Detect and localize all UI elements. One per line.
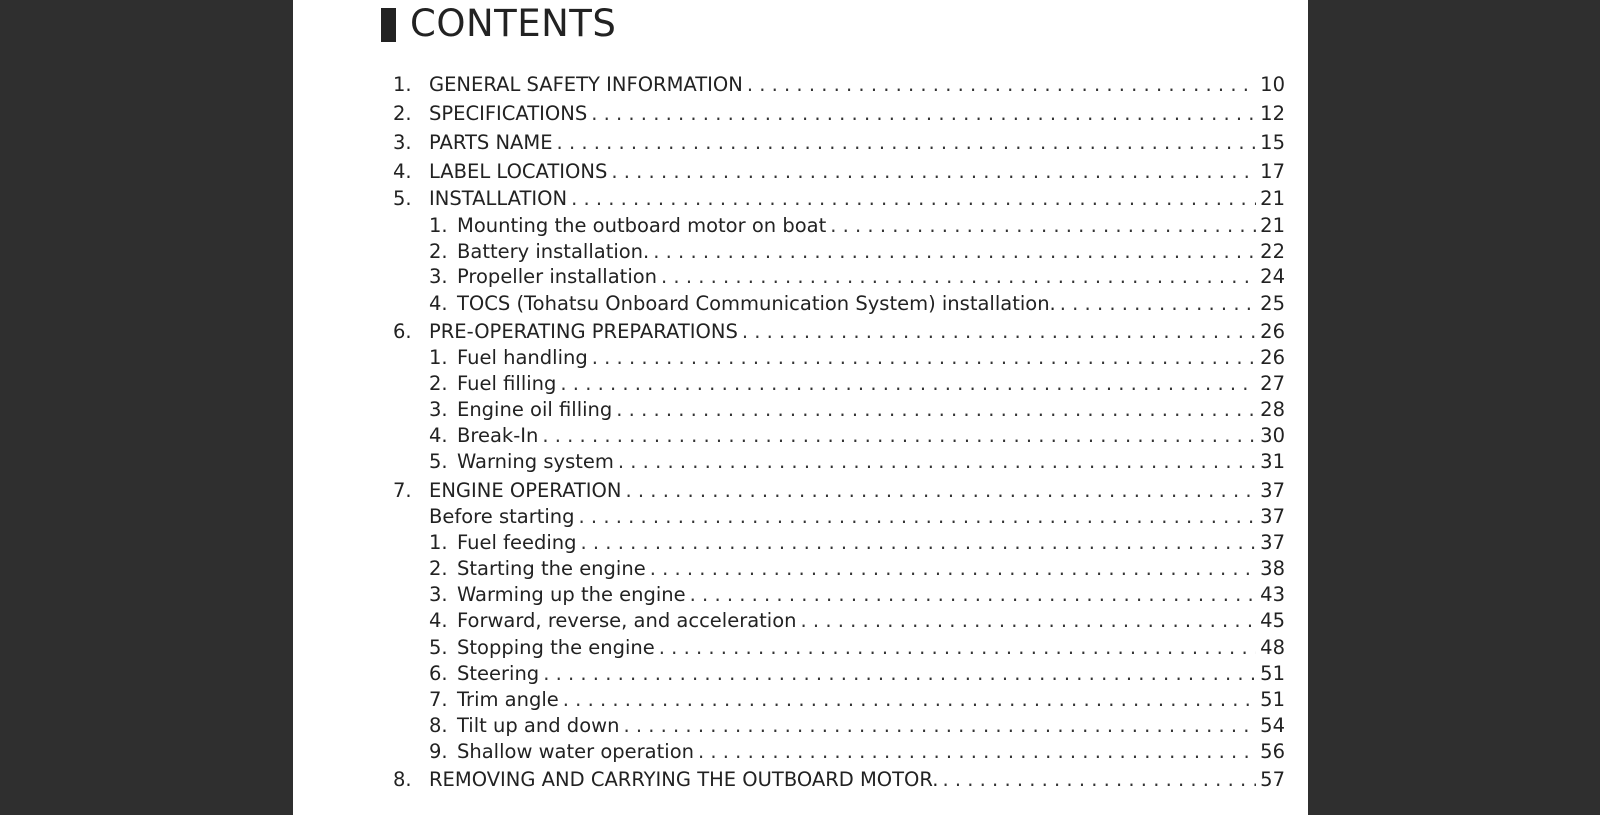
toc-entry-title: PRE-OPERATING PREPARATIONS <box>429 320 738 343</box>
toc-entry-title: Stopping the engine <box>457 636 655 659</box>
toc-entry-page-number: 10 <box>1260 73 1285 96</box>
toc-entry-number: 5. <box>393 187 412 210</box>
toc-entry-number: 7. <box>393 479 412 502</box>
dot-leader <box>942 768 1256 792</box>
heading-bar-mark <box>381 8 396 42</box>
toc-entry-page-number: 28 <box>1260 398 1285 421</box>
toc-entry-number: 8. <box>429 714 448 737</box>
toc-entry-title: SPECIFICATIONS <box>429 102 588 125</box>
toc-entry-page-number: 21 <box>1260 214 1285 237</box>
toc-entry[interactable] <box>393 740 1285 764</box>
toc-entry-number: 4. <box>393 160 412 183</box>
toc-entry-title: Shallow water operation <box>457 740 694 763</box>
toc-entry-number: 1. <box>429 531 448 554</box>
toc-entry[interactable] <box>393 636 1285 660</box>
toc-entry[interactable] <box>393 73 1285 97</box>
toc-entry-page-number: 43 <box>1260 583 1285 606</box>
toc-entry-page-number: 22 <box>1260 240 1285 263</box>
dot-leader <box>560 372 1256 396</box>
toc-entry[interactable] <box>393 160 1285 184</box>
toc-entry-page-number: 37 <box>1260 531 1285 554</box>
toc-entry-page-number: 25 <box>1260 292 1285 315</box>
toc-entry-title: PARTS NAME <box>429 131 553 154</box>
toc-entry-title: GENERAL SAFETY INFORMATION <box>429 73 743 96</box>
toc-entry-title: INSTALLATION <box>429 187 568 210</box>
toc-entry-number: 3. <box>429 583 448 606</box>
toc-entry-page-number: 37 <box>1260 505 1285 528</box>
contents-heading <box>381 2 616 45</box>
toc-entry-page-number: 38 <box>1260 557 1285 580</box>
toc-entry-title: Trim angle <box>457 688 559 711</box>
toc-entry-page-number: 57 <box>1260 768 1285 791</box>
toc-entry[interactable] <box>393 662 1285 686</box>
toc-entry-number: 4. <box>429 424 448 447</box>
toc-entry-page-number: 51 <box>1260 688 1285 711</box>
toc-entry-title: REMOVING AND CARRYING THE OUTBOARD MOTOR. <box>429 768 939 791</box>
toc-entry-number: 5. <box>429 450 448 473</box>
toc-entry-number: 6. <box>393 320 412 343</box>
dot-leader <box>830 214 1256 238</box>
toc-entry-number: 4. <box>429 292 448 315</box>
toc-entry-page-number: 27 <box>1260 372 1285 395</box>
dot-leader <box>579 505 1257 529</box>
dot-leader <box>742 320 1256 344</box>
toc-entry-page-number: 37 <box>1260 479 1285 502</box>
toc-entry[interactable] <box>393 688 1285 712</box>
toc-entry[interactable] <box>393 398 1285 422</box>
toc-entry-title: Steering <box>457 662 540 685</box>
toc-entry-page-number: 30 <box>1260 424 1285 447</box>
toc-entry-title: Fuel handling <box>457 346 588 369</box>
toc-entry-number: 2. <box>429 557 448 580</box>
toc-entry-number: 3. <box>429 265 448 288</box>
dot-leader <box>747 73 1256 97</box>
toc-entry[interactable] <box>393 424 1285 448</box>
toc-entry[interactable] <box>393 768 1285 792</box>
toc-entry-page-number: 48 <box>1260 636 1285 659</box>
dot-leader <box>698 740 1256 764</box>
toc-entry-page-number: 12 <box>1260 102 1285 125</box>
toc-entry-title: TOCS (Tohatsu Onboard Communication System) installation. <box>457 292 1056 315</box>
dot-leader <box>543 662 1256 686</box>
toc-entry-number: 3. <box>393 131 412 154</box>
toc-entry[interactable] <box>393 505 1285 529</box>
toc-entry-number: 4. <box>429 609 448 632</box>
toc-entry-title: Forward, reverse, and acceleration <box>457 609 797 632</box>
toc-entry-title: LABEL LOCATIONS <box>429 160 608 183</box>
toc-entry-page-number: 26 <box>1260 346 1285 369</box>
toc-entry[interactable] <box>393 450 1285 474</box>
toc-entry-title: Fuel filling <box>457 372 557 395</box>
dot-leader <box>626 479 1257 503</box>
toc-entry-title: Mounting the outboard motor on boat <box>457 214 827 237</box>
toc-entry-title: Fuel feeding <box>457 531 577 554</box>
toc-entry-title: Tilt up and down <box>457 714 620 737</box>
toc-entry-title: Battery installation. <box>457 240 650 263</box>
dot-leader <box>650 557 1256 581</box>
toc-entry-page-number: 51 <box>1260 662 1285 685</box>
toc-entry[interactable] <box>393 320 1285 344</box>
dot-leader <box>616 398 1256 422</box>
toc-entry-title: Engine oil filling <box>457 398 613 421</box>
toc-entry-title: Warming up the engine <box>457 583 686 606</box>
toc-entry[interactable] <box>393 346 1285 370</box>
dot-leader <box>591 102 1256 126</box>
dot-leader <box>653 240 1256 264</box>
toc-entry-number: 2. <box>429 372 448 395</box>
toc-entry[interactable] <box>393 187 1285 211</box>
toc-entry-number: 1. <box>429 214 448 237</box>
toc-entry-number: 1. <box>393 73 412 96</box>
toc-entry-page-number: 17 <box>1260 160 1285 183</box>
toc-entry-number: 5. <box>429 636 448 659</box>
toc-entry-page-number: 56 <box>1260 740 1285 763</box>
toc-entry[interactable] <box>393 372 1285 396</box>
toc-entry-number: 9. <box>429 740 448 763</box>
toc-entry-title: Break-In <box>457 424 539 447</box>
toc-entry-number: 7. <box>429 688 448 711</box>
dot-leader <box>592 346 1256 370</box>
dot-leader <box>611 160 1256 184</box>
dot-leader <box>618 450 1256 474</box>
dot-leader <box>623 714 1256 738</box>
page-title: CONTENTS <box>410 2 617 45</box>
dot-leader <box>563 688 1256 712</box>
toc-entry-page-number: 45 <box>1260 609 1285 632</box>
toc-entry[interactable] <box>393 583 1285 607</box>
toc-entry[interactable] <box>393 714 1285 738</box>
toc-entry-title: Warning system <box>457 450 614 473</box>
toc-entry-number: 1. <box>429 346 448 369</box>
toc-entry-page-number: 54 <box>1260 714 1285 737</box>
dot-leader <box>801 609 1257 633</box>
dot-leader <box>659 636 1256 660</box>
toc-entry[interactable] <box>393 265 1285 289</box>
toc-entry-title: ENGINE OPERATION <box>429 479 622 502</box>
dot-leader <box>581 531 1257 555</box>
toc-entry-page-number: 15 <box>1260 131 1285 154</box>
toc-entry-title: Starting the engine <box>457 557 646 580</box>
document-page <box>293 0 1308 815</box>
dot-leader <box>557 131 1257 155</box>
toc-entry-page-number: 26 <box>1260 320 1285 343</box>
toc-entry[interactable] <box>393 531 1285 555</box>
toc-entry-number: 2. <box>429 240 448 263</box>
toc-entry-page-number: 21 <box>1260 187 1285 210</box>
toc-entry[interactable] <box>393 479 1285 503</box>
toc-entry-page-number: 24 <box>1260 265 1285 288</box>
dot-leader <box>690 583 1257 607</box>
toc-entry-title: Before starting <box>429 505 575 528</box>
toc-entry[interactable] <box>393 557 1285 581</box>
toc-entry-number: 2. <box>393 102 412 125</box>
toc-entry-title: Propeller installation <box>457 265 658 288</box>
toc-entry-number: 3. <box>429 398 448 421</box>
toc-entry[interactable] <box>393 292 1285 316</box>
dot-leader <box>661 265 1256 289</box>
toc-entry[interactable] <box>393 131 1285 155</box>
dot-leader <box>571 187 1256 211</box>
toc-entry[interactable] <box>393 214 1285 238</box>
dot-leader <box>1060 292 1256 316</box>
toc-entry-number: 8. <box>393 768 412 791</box>
toc-entry-page-number: 31 <box>1260 450 1285 473</box>
toc-entry[interactable] <box>393 609 1285 633</box>
toc-entry[interactable] <box>393 240 1285 264</box>
dot-leader <box>542 424 1256 448</box>
toc-entry[interactable] <box>393 102 1285 126</box>
toc-entry-number: 6. <box>429 662 448 685</box>
